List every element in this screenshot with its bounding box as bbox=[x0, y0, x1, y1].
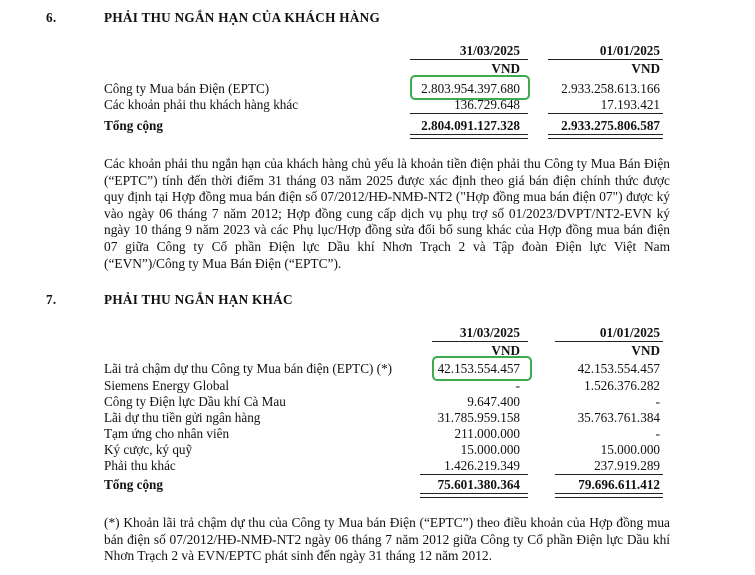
section6-total-double-rule bbox=[548, 134, 663, 139]
section7-row-value-col1: 15.000.000 bbox=[460, 442, 520, 457]
section7-col1-date: 31/03/2025 bbox=[459, 325, 520, 340]
section7-total-col1: 75.601.380.364 bbox=[437, 477, 520, 492]
section7-row-value-col1: 1.426.219.349 bbox=[444, 458, 520, 473]
section7-row-label: Công ty Điện lực Dầu khí Cà Mau bbox=[104, 394, 286, 409]
section6-col1-currency: VND bbox=[491, 61, 520, 76]
section6-total-label: Tổng cộng bbox=[104, 118, 163, 133]
section7-row-label: Lãi dự thu tiền gửi ngân hàng bbox=[104, 410, 261, 425]
section6-row-label: Các khoản phải thu khách hàng khác bbox=[104, 97, 299, 112]
section7-row-value-col1: - bbox=[515, 378, 520, 393]
section6-total-col1: 2.804.091.127.328 bbox=[421, 118, 520, 133]
section7-row-value-col1: 42.153.554.457 bbox=[437, 361, 520, 376]
section6-row-label: Công ty Mua bán Điện (EPTC) bbox=[104, 81, 270, 96]
section7-total-double-rule bbox=[555, 493, 663, 498]
section6-subtotal-rule bbox=[548, 113, 663, 114]
section7-number: 7. bbox=[46, 292, 57, 307]
section7-row-value-col2: - bbox=[655, 394, 660, 409]
section6-col1-header-rule bbox=[410, 59, 528, 60]
section7-row-value-col2: 42.153.554.457 bbox=[577, 361, 660, 376]
section6-col1-date: 31/03/2025 bbox=[459, 43, 520, 58]
section7-row-label: Siemens Energy Global bbox=[104, 378, 230, 393]
section6-row-value-col2: 17.193.421 bbox=[600, 97, 660, 112]
section6-total-col2: 2.933.275.806.587 bbox=[561, 118, 660, 133]
section6-row-value-col1: 2.803.954.397.680 bbox=[421, 81, 520, 96]
section7-row-value-col2: 35.763.761.384 bbox=[577, 410, 660, 425]
section6-note-paragraph: Các khoản phải thu ngắn hạn của khách hàng chủ yếu là khoản tiền điện phải thu Công ty Mua Bán Điện (“EPTC”) tính đến thời điểm 31 tháng 03 năm 2025 được xác định theo giá bán điện chính thức được quy định tại Hợp đồng mua bán điện số 07/2012/HĐ-NMĐ-NT2 ("Hợp đồng mua bán điện 07") được ký vào ngày 06 tháng 7 năm 2012; Hợp đồng cung cấp dịch vụ phụ trợ số 01/2023/DVPT/NT2-EVN ký ngày 10 tháng 9 năm 2023 và các Phụ lục/Hợp đồng sửa đổi bổ sung khác của Hợp đồng mua bán điện 07 giữa Công ty Cổ phần Điện lực Dầu khí Nhơn Trạch 2 và Tập đoàn Điện lực Việt Nam (“EVN”)/Công ty Mua Bán Điện (“EPTC”). bbox=[104, 156, 670, 271]
section7-col2-currency: VND bbox=[631, 343, 660, 358]
section7-col1-currency: VND bbox=[491, 343, 520, 358]
section7-col2-header-rule bbox=[555, 341, 663, 342]
section7-total-label: Tổng cộng bbox=[104, 477, 163, 492]
section6-total-double-rule bbox=[410, 134, 528, 139]
section7-subtotal-rule bbox=[420, 474, 528, 475]
section7-col1-header-rule bbox=[432, 341, 528, 342]
section6-col2-date: 01/01/2025 bbox=[599, 43, 660, 58]
section7-row-label: Phải thu khác bbox=[104, 458, 176, 473]
section7-total-col2: 79.696.611.412 bbox=[578, 477, 660, 492]
section7-subtotal-rule bbox=[555, 474, 663, 475]
section6-row-value-col1: 136.729.648 bbox=[454, 97, 520, 112]
section7-row-value-col2: 15.000.000 bbox=[600, 442, 660, 457]
section7-row-label: Tạm ứng cho nhân viên bbox=[104, 426, 230, 441]
section7-row-value-col2: 1.526.376.282 bbox=[584, 378, 660, 393]
section7-col2-date: 01/01/2025 bbox=[599, 325, 660, 340]
section7-row-label: Lãi trả chậm dự thu Công ty Mua bán điện (EPTC) (*) bbox=[104, 361, 393, 376]
section6-col2-header-rule bbox=[548, 59, 663, 60]
section6-row-value-col2: 2.933.258.613.166 bbox=[561, 81, 660, 96]
section6-col2-currency: VND bbox=[631, 61, 660, 76]
section6-subtotal-rule bbox=[410, 113, 528, 114]
section7-row-value-col1: 9.647.400 bbox=[467, 394, 520, 409]
section7-row-value-col2: 237.919.289 bbox=[594, 458, 660, 473]
section7-total-double-rule bbox=[420, 493, 528, 498]
section7-row-label: Ký cược, ký quỹ bbox=[104, 442, 193, 457]
section6-title: PHẢI THU NGẮN HẠN CỦA KHÁCH HÀNG bbox=[104, 10, 381, 25]
section7-title: PHẢI THU NGẮN HẠN KHÁC bbox=[104, 292, 293, 307]
section7-footnote: (*) Khoản lãi trả chậm dự thu của Công ty Mua bán Điện (“EPTC”) theo điều khoản của Hợp đồng mua bán điện số 07/2012/HĐ-NMĐ-NT2 ngày 06 tháng 7 năm 2012 giữa Công ty Cổ phần Điện lực Dầu khí Nhơn Trạch 2 và EVN/EPTC phát sinh đến ngày 31 tháng 12 năm 2012. bbox=[104, 515, 670, 564]
section7-row-value-col2: - bbox=[655, 426, 660, 441]
section7-row-value-col1: 31.785.959.158 bbox=[437, 410, 520, 425]
section7-row-value-col1: 211.000.000 bbox=[454, 426, 520, 441]
section6-number: 6. bbox=[46, 10, 57, 25]
